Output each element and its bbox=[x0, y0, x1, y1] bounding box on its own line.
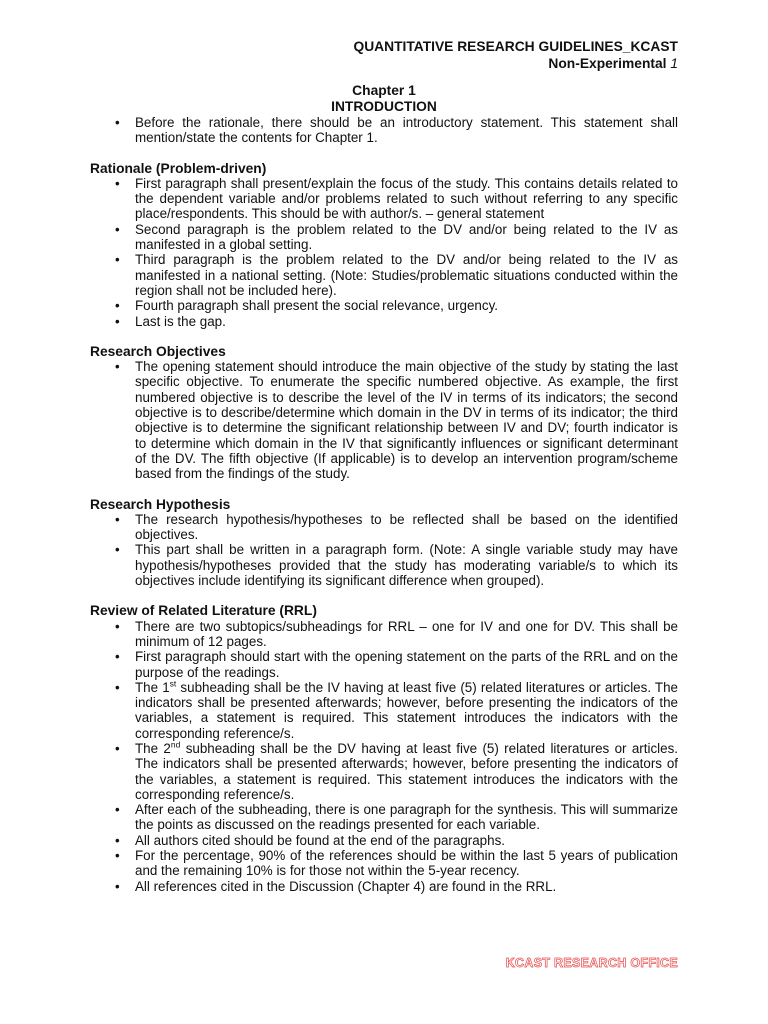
bullet-icon: • bbox=[115, 252, 120, 268]
list-item: • For the percentage, 90% of the references should be within the last 5 years of publication and the remaining 10% is for those not within the 5-year recency. bbox=[115, 848, 678, 879]
hypothesis-list bbox=[90, 512, 678, 588]
list-item: • All references cited in the Discussion (Chapter 4) are found in the RRL. bbox=[115, 878, 557, 894]
section-title-hypothesis: Research Hypothesis bbox=[90, 496, 231, 512]
list-item: • After each of the subheading, there is one paragraph for the synthesis. This will summarize the points as discussed on the readings presented for each variable. bbox=[115, 802, 678, 833]
list-item: • The research hypothesis/hypotheses to be reflected shall be based on the identified objectives. bbox=[115, 511, 678, 543]
bullet-icon: • bbox=[115, 542, 120, 558]
page-header bbox=[353, 38, 678, 72]
bullet-icon: • bbox=[115, 740, 120, 756]
bullet-icon: • bbox=[115, 313, 120, 329]
rrl-list bbox=[90, 619, 678, 894]
section-title-rrl: Review of Related Literature (RRL) bbox=[90, 603, 317, 619]
list-item: • First paragraph should start with the opening statement on the parts of the RRL and on the purpose of the readings. bbox=[115, 649, 678, 680]
list-item: • All authors cited should be found at the end of the paragraphs. bbox=[115, 832, 505, 848]
chapter-title: INTRODUCTION bbox=[331, 99, 437, 114]
list-item: • Last is the gap. bbox=[115, 313, 226, 329]
chapter-number: Chapter 1 bbox=[352, 83, 416, 98]
bullet-icon: • bbox=[115, 221, 120, 237]
bullet-icon: • bbox=[115, 115, 120, 130]
bullet-icon: • bbox=[115, 649, 120, 665]
bullet-icon: • bbox=[115, 618, 120, 634]
list-item: • The 2nd subheading shall be the DV having at least five (5) related literatures or articles. The indicators shall be presented afterwards; however, before presenting the indicators of the variables, a statement is required. This statement introduces the indicators with the corresponding reference/s. bbox=[115, 739, 678, 802]
list-item: • First paragraph shall present/explain the focus of the study. This contains details related to the dependent variable and/or problems related to such without referring to any specific place/respondents. This should be with author/s. – general statement bbox=[115, 175, 678, 222]
header-type: Non-Experimental bbox=[548, 56, 667, 71]
section-title-objectives: Research Objectives bbox=[90, 343, 226, 359]
list-item: • There are two subtopics/subheadings for RRL – one for IV and one for DV. This shall be minimum of 12 pages. bbox=[115, 618, 678, 649]
bullet-icon: • bbox=[115, 802, 120, 818]
list-item: • The opening statement should introduce the main objective of the study by stating the last specific objective. To enumerate the specific numbered objective. As example, the first numbered objective is to describe the level of the IV in terms of its indicators; the second objective is to describe/determine which domain in the DV in terms of its indicator; the third objective is to determine the significant relationship between IV and DV; fourth indicator is to determine which domain in the IV that significantly influences or significant determinant of the DV. The fifth objective (If applicable) is to develop an intervention program/scheme based from the findings of the study. bbox=[115, 359, 678, 482]
section-title-rationale: Rationale (Problem-driven) bbox=[90, 160, 267, 176]
bullet-icon: • bbox=[115, 175, 120, 191]
header-subtitle bbox=[353, 55, 678, 72]
list-item: • Third paragraph is the problem related to the DV and/or being related to the IV as manifested in a national setting. (Note: Studies/problematic situations conducted within the region shall not be included here). bbox=[115, 252, 678, 298]
bullet-icon: • bbox=[115, 832, 120, 848]
bullet-icon: • bbox=[115, 848, 120, 864]
list-item: • This part shall be written in a paragraph form. (Note: A single variable study may have hypothesis/hypotheses provided that the study has moderating variable/s to which its objectives include identifying its significant difference when grouped). bbox=[115, 542, 678, 589]
bullet-icon: • bbox=[115, 359, 120, 375]
document-body bbox=[90, 83, 678, 894]
bullet-icon: • bbox=[115, 878, 120, 894]
footer-office-label: KCAST RESEARCH OFFICE bbox=[505, 956, 678, 970]
bullet-icon: • bbox=[115, 679, 120, 695]
objectives-list bbox=[90, 359, 678, 481]
intro-list bbox=[90, 115, 678, 146]
header-title: QUANTITATIVE RESEARCH GUIDELINES_KCAST bbox=[353, 39, 678, 54]
list-item: • Fourth paragraph shall present the social relevance, urgency. bbox=[115, 298, 498, 314]
bullet-icon: • bbox=[115, 511, 120, 527]
list-item: • The 1st subheading shall be the IV having at least five (5) related literatures or articles. The indicators shall be presented afterwards; however, before presenting the indicators of the variables, a statement is required. This statement introduces the indicators with the corresponding reference/s. bbox=[115, 678, 679, 741]
list-item: • Before the rationale, there should be an introductory statement. This statement shall mention/state the contents for Chapter 1. bbox=[115, 115, 678, 146]
page-number: 1 bbox=[670, 56, 678, 71]
bullet-icon: • bbox=[115, 298, 120, 314]
rationale-list bbox=[90, 176, 678, 329]
list-item: • Second paragraph is the problem related to the DV and/or being related to the IV as manifested in a global setting. bbox=[115, 221, 678, 253]
